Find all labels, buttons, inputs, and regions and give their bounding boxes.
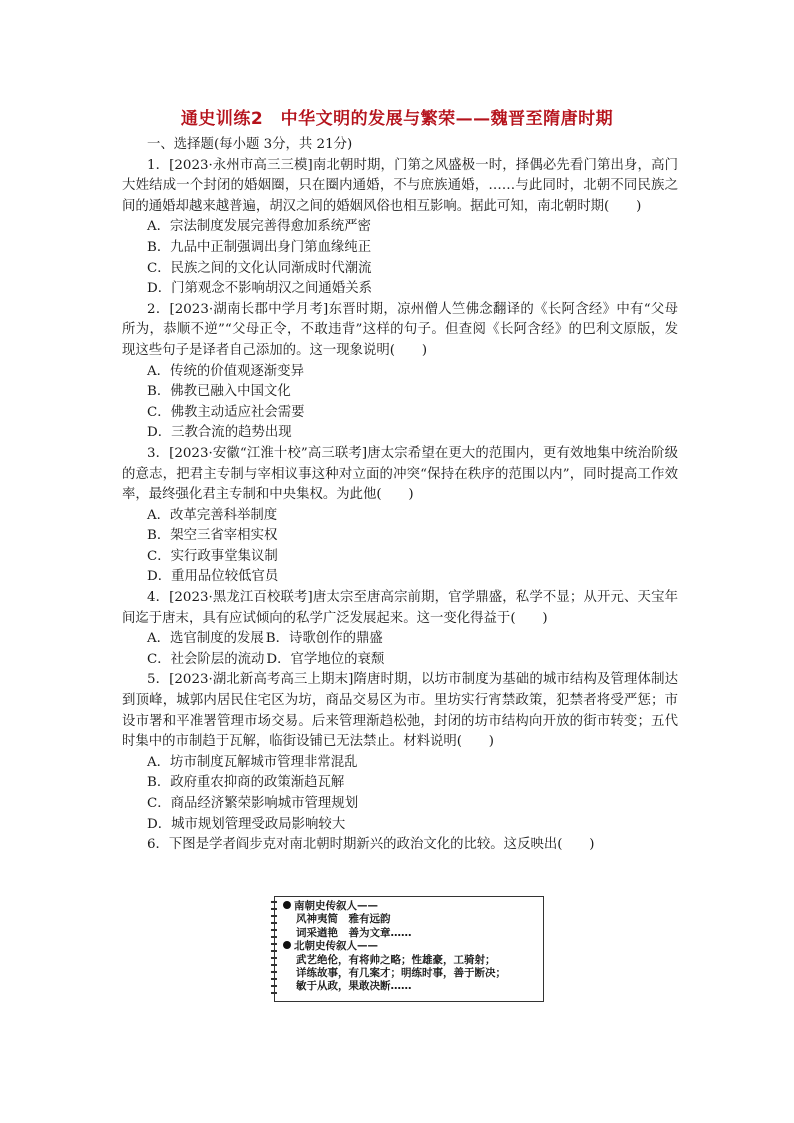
figure-line: 词采遒艳 善为文章……	[296, 926, 412, 939]
option-c: C．佛教主动适应社会需要	[147, 404, 305, 420]
option-a: A．传统的价值观逐渐变异	[147, 363, 304, 379]
section-header: 一、选择题(每小题 3分，共 21分)	[147, 137, 353, 152]
option-d: D．三教合流的趋势出现	[147, 425, 292, 441]
question-stem: 1．[2023·永州市高三三模]南北朝时期，门第之风盛极一时，择偶必先看门第出身，高门大姓结成一个封闭的婚姻圈，只在圈内通婚，不与庶族通婚，……与此同时，北朝不同民族之间的通婚却越来越普遍，胡汉之间的婚姻风俗也相互影响。据此可知，南北朝时期( )	[122, 157, 678, 214]
question-body	[122, 135, 678, 856]
north-heading: 北朝史传叙人——	[283, 940, 543, 953]
question-1	[122, 156, 678, 300]
south-heading: 南朝史传叙人——	[283, 900, 543, 913]
option-c: C．社会阶层的流动	[147, 651, 265, 667]
option-d: D．城市规划管理受政局影响较大	[147, 816, 346, 832]
figure-line: 武艺绝伦，有将帅之略；性雄豪，工骑射；	[296, 953, 496, 966]
question-stem: 6．下图是学者阎步克对南北朝时期新兴的政治文化的比较。这反映出( )	[147, 837, 595, 853]
question-stem: 5．[2023·湖北新高考高三上期末]隋唐时期，以坊市制度为基础的城市结构及管理体制达到顶峰，城郭内居民住宅区为坊，商品交易区为市。里坊实行宵禁政策，犯禁者将受严惩；市设市署和平准署管理市场交易。后来管理渐趋松弛，封闭的坊市结构向开放的街市转变；五代时集中的市制趋于瓦解，临街设铺已无法禁止。材料说明( )	[122, 672, 678, 750]
option-d: D．门第观念不影响胡汉之间通婚关系	[147, 281, 372, 297]
option-c: C．商品经济繁荣影响城市管理规划	[147, 796, 359, 811]
comparison-figure	[274, 896, 544, 1002]
option-a: A．宗法制度发展完善得愈加系统严密	[147, 219, 371, 235]
option-c: C．民族之间的文化认同渐成时代潮流	[147, 260, 372, 276]
option-row	[122, 650, 678, 671]
figure-line: 敏于从政，果敢决断……	[296, 980, 412, 993]
question-stem: 2．[2023·湖南长郡中学月考]东晋时期，凉州僧人竺佛念翻译的《长阿含经》中有“父母所为，恭顺不逆”“父母正令，不敢违背”这样的句子。但查阅《长阿含经》的巴利文原版，发现这些句子是译者自己添加的。这一现象说明( )	[122, 301, 678, 358]
notebook-binding	[271, 901, 277, 999]
bullet-icon	[283, 941, 291, 949]
page-title: 通史训练2 中华文明的发展与繁荣——魏晋至隋唐时期	[180, 109, 614, 129]
figure-line: 详练故事，有几案才；明练时事，善于断决；	[296, 967, 506, 980]
option-d: D．官学地位的衰颓	[266, 651, 385, 667]
question-3	[122, 444, 678, 588]
question-stem: 4．[2023·黑龙江百校联考]唐太宗至唐高宗前期，官学鼎盛，私学不显；从开元、天宝年间迄于唐末，具有应试倾向的私学广泛发展起来。这一变化得益于( )	[122, 590, 678, 626]
option-d: D．重用品位较低官员	[147, 569, 279, 585]
option-b: B．佛教已融入中国文化	[147, 384, 291, 400]
option-row	[122, 629, 678, 650]
question-5	[122, 670, 678, 835]
option-b: B．架空三省宰相实权	[147, 528, 278, 544]
question-stem: 3．[2023·安徽“江淮十校”高三联考]唐太宗希望在更大的范围内，更有效地集中统治阶级的意志，把君主专制与宰相议事这种对立面的冲突“保持在秩序的范围以内”，同时提高工作效率，最终强化君主专制和中央集权。为此他( )	[122, 445, 678, 503]
option-a: A．改革完善科举制度	[147, 507, 278, 523]
option-b: B．诗歌创作的鼎盛	[265, 631, 383, 647]
figure-line: 风神夷简 雅有远韵	[296, 913, 391, 926]
question-6	[122, 835, 678, 856]
question-2	[122, 300, 678, 444]
question-4	[122, 588, 678, 670]
option-b: B．九品中正制强调出身门第血缘纯正	[147, 239, 372, 255]
option-a: A．选官制度的发展	[147, 631, 264, 647]
bullet-icon	[283, 901, 291, 909]
option-c: C．实行政事堂集议制	[147, 548, 278, 564]
option-b: B．政府重农抑商的政策渐趋瓦解	[147, 775, 345, 791]
option-a: A．坊市制度瓦解城市管理非常混乱	[147, 754, 358, 770]
